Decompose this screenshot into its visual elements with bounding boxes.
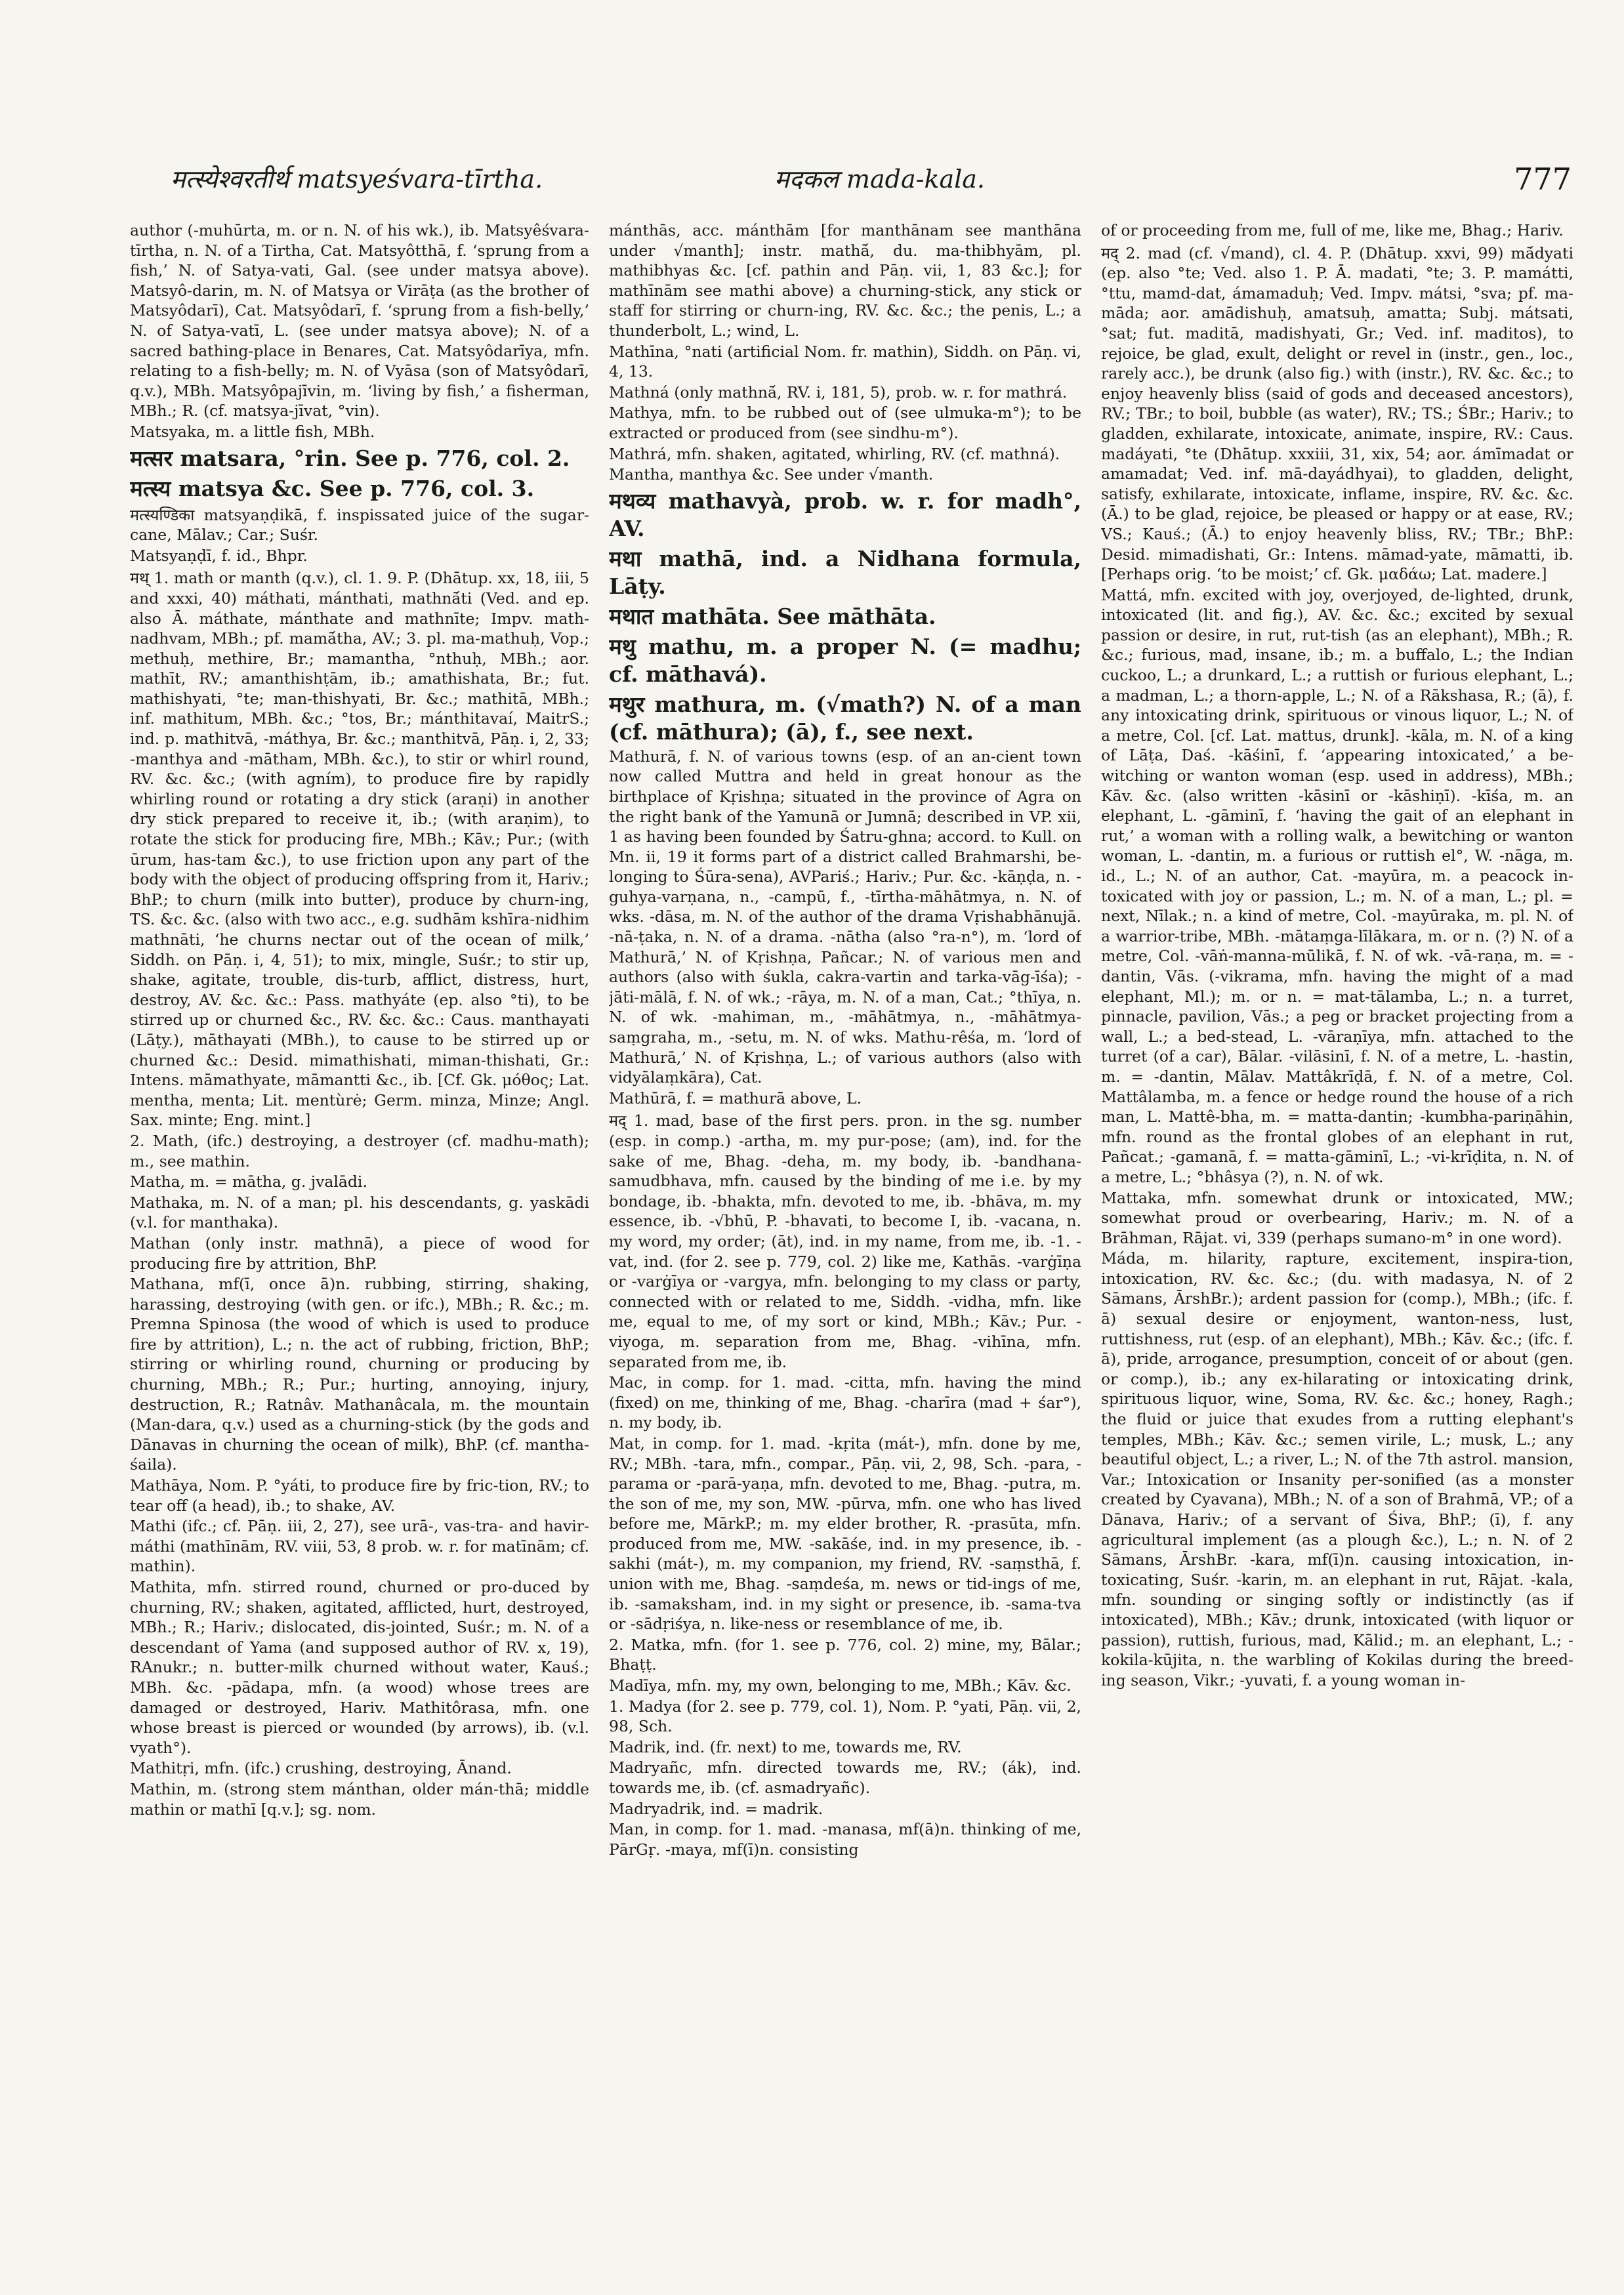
dictionary-entry: 1. Madya (for 2. see p. 779, col. 1), Nom. P. °yati, Pāṇ. vii, 2, 98, Sch. <box>609 1697 1081 1736</box>
dictionary-entry: mánthās, acc. mánthām [for manthānam see manthāna under √manth]; instr. mathā́, du. ma-thibhyām, pl. mathibhyas &c. [cf. pathin and Pāṇ. vii, 1, 83 &c.]; for mathīnām see mathi above) a churning-stick, any stick or staff for stirring or churn-ing, RV. &c. &c.; the penis, L.; a thunderbolt, L.; wind, L. <box>609 221 1081 340</box>
dictionary-entry: मथात mathāta. See māthāta. <box>609 603 936 629</box>
dictionary-entry: Mat, in comp. for 1. mad. -kṛita (mát-), mfn. done by me, RV.; MBh. -tara, mfn., compar., Pāṇ. vii, 2, 98, Sch. -para, -parama or -parā-yaṇa, mfn. devoted to me, Bhag. -putra, m. the son of me, my son, MW. -pūrva, mfn. one who has lived before me, MārkP.; m. my elder brother, R. -prasūta, mfn. produced from me, MW. -sakāśe, ind. in my presence, ib. -sakhi (mát-), m. my companion, my friend, RV. -saṃsthā, f. union with me, Bhag. -saṃdeśa, m. news or tid-ings of me, ib. -samaksham, ind. in my sight or presence, ib. -sama-tva or -sādṛiśya, n. like-ness or resemblance of me, ib. <box>609 1434 1081 1634</box>
dictionary-entry: 2. Math, (ifc.) destroying, a destroyer (cf. madhu-math); m., see mathin. <box>130 1131 589 1170</box>
dictionary-entry: मत्सर matsara, °rin. See p. 776, col. 2. <box>130 445 570 471</box>
dictionary-entry: Mathya, mfn. to be rubbed out of (see ulmuka-m°); to be extracted or produced from (see sindhu-m°). <box>609 403 1081 442</box>
dictionary-entry: मत्स्य matsya &c. See p. 776, col. 3. <box>130 475 535 501</box>
dictionary-entry: Mathāya, Nom. P. °yáti, to produce fire by fric-tion, RV.; to tear off (a head), ib.; to shake, AV. <box>130 1476 589 1515</box>
dictionary-entry: मथ् 1. math or manth (q.v.), cl. 1. 9. P. (Dhātup. xx, 18, iii, 5 and xxxi, 40) máthati, mánthati, mathnā́ti (Ved. and ep. also Ā. máthate, mánthate and mathnīte; Impv. math-nadhvam, MBh.; pf. mamā́tha, AV.; 3. pl. ma-mathuḥ, Vop.; methuḥ, methire, Br.; mamantha, °nthuḥ, MBh.; aor. mathīt, RV.; amanthishṭām, ib.; amathishata, Br.; fut. mathishyati, °te; man-thishyati, Br. &c.; mathitā, MBh.; inf. mathitum, MBh. &c.; °tos, Br.; mánthitavaí, MaitrS.; ind. p. mathitvā, -máthya, Br. &c.; manthitvā, Pāṇ. i, 2, 33; -manthya and -mātham, MBh. &c.), to stir or whirl round, RV. &c. &c.; (with agním), to produce fire by rapidly whirling round or rotating a dry stick (araṇi) in another dry stick prepared to receive it, ib.; (with araṇim), to rotate the stick for producing fire, MBh.; Kāv.; Pur.; (with ūrum, has-tam &c.), to use friction upon any part of the body with the object of producing offspring from it, Hariv.; BhP.; to churn (milk into butter), produce by churn-ing, TS. &c. &c. (also with two acc., e.g. sudhām kshīra-nidhim mathnāti, ‘he churns nectar out of the ocean of milk,’ Siddh. on Pāṇ. i, 4, 51); to mix, mingle, Suśr.; to stir up, shake, agitate, trouble, dis-turb, afflict, distress, hurt, destroy, AV. &c. &c.: Pass. mathyáte (ep. also °ti), to be stirred up or churned &c., RV. &c. &c.: Caus. manthayati (Lāṭy.), māthayati (MBh.), to cause to be stirred up or churned &c.: Desid. mimathishati, miman-thishati, Gr.: Intens. māmathyate, māmantti &c., ib. [Cf. Gk. μόθος; Lat. mentha, menta; Lit. mentùrė; Germ. minza, Minze; Angl. Sax. minte; Eng. mint.] <box>130 569 589 1130</box>
dictionary-entry: मत्स्यण्डिका matsyaṇḍikā, f. inspissated juice of the sugar-cane, Mālav.; Car.; Suśr. <box>130 505 589 545</box>
dictionary-entry: Mathita, mfn. stirred round, churned or pro-duced by churning, RV.; shaken, agitated, afflicted, hurt, destroyed, MBh.; R.; Hariv.; dislocated, dis-jointed, Suśr.; m. N. of a descendant of Yama (and supposed author of RV. x, 19), RAnukr.; n. butter-milk churned without water, Kauś.; MBh. &c. -pādapa, mfn. (a wood) whose trees are damaged or destroyed, Hariv. Mathitôrasa, mfn. one whose breast is pierced or wounded (by arrows), ib. (v.l. vyath°). <box>130 1578 589 1757</box>
dictionary-entry: Mathīna, °nati (artificial Nom. fr. mathin), Siddh. on Pāṇ. vi, 4, 13. <box>609 342 1081 381</box>
dictionary-entry: Mathi (ifc.; cf. Pāṇ. iii, 2, 27), see urā-, vas-tra- and havir-máthi (mathīnām, RV. viii, 53, 8 prob. w. r. for matīnām; cf. mathin). <box>130 1517 589 1576</box>
dictionary-entry: मद् 2. mad (cf. √mand), cl. 4. P. (Dhātup. xxvi, 99) mā́dyati (ep. also °te; Ved. also 1. P. Ā. madati, °te; 3. P. mamátti, °ttu, mamd-dat, ámamaduḥ; Ved. Impv. mátsi, °sva; pf. ma-māda; aor. amādishuḥ, amatsuḥ, amatta; Subj. mátsati, °sat; fut. maditā, madishyati, Gr.; Ved. inf. maditos), to rejoice, be glad, exult, delight or revel in (instr., gen., loc., rarely acc.), be drunk (also fig.) with (instr.), RV. &c. &c.; to enjoy heavenly bliss (said of gods and deceased ancestors), RV.; TBr.; to boil, bubble (as water), RV.; TS.; ŚBr.; Hariv.; to gladden, exhilarate, intoxicate, animate, inspire, RV.: Caus. madáyati, °te (Dhātup. xxxiii, 31, xix, 54; aor. ámīmadat or amamadat; Ved. inf. mā-dayádhyai), to gladden, delight, satisfy, exhilarate, intoxicate, inflame, inspire, RV. &c. &c. (Ā.) to be glad, rejoice, be pleased or happy or at ease, RV.; VS.; Kauś.; (Ā.) to enjoy heavenly bliss, RV.; TBr.; BhP.: Desid. mimadishati, Gr.: Intens. māmad-yate, māmatti, ib. [Perhaps orig. ‘to be moist;’ cf. Gk. μαδάω; Lat. madere.] <box>1101 243 1573 584</box>
dictionary-entry: Matsyaṇḍī, f. id., Bhpr. <box>130 546 308 565</box>
dictionary-entry: Máda, m. hilarity, rapture, excitement, inspira-tion, intoxication, RV. &c. &c.; (du. with madasya, N. of 2 Sāmans, ĀrshBr.); ardent passion for (comp.), MBh.; (ifc. f. ā) sexual desire or enjoyment, wanton-ness, lust, ruttishness, rut (esp. of an elephant), MBh.; Kāv. &c.; (ifc. f. ā), pride, arrogance, presumption, conceit of or about (gen. or comp.), ib.; any ex-hilarating or intoxicating drink, spirituous liquor, wine, Soma, RV. &c. &c.; honey, Ragh.; the fluid or juice that exudes from a rutting elephant's temples, MBh.; Kāv. &c.; semen virile, L.; musk, L.; any beautiful object, L.; a river, L.; N. of the 7th astrol. mansion, Var.; Intoxication or Insanity per-sonified (as a monster created by Cyavana), MBh.; N. of a son of Brahmā, VP.; of a Dānava, Hariv.; of a servant of Śiva, BhP.; (ī), f. any agricultural implement (as a plough &c.), L.; n. N. of 2 Sāmans, ĀrshBr. -kara, mf(ī)n. causing intoxication, in-toxicating, Suśr. -karin, m. an elephant in rut, Rājat. -kala, mfn. sounding or singing softly or indistinctly (as if intoxicated), MBh.; Kāv.; drunk, intoxicated (with liquor or passion), ruttish, furious, mad, Kālid.; m. an elephant, L.; -kokila-kūjita, n. the warbling of Kokilas during the breed-ing season, Vikr.; -yuvati, f. a young woman in- <box>1101 1249 1573 1689</box>
dictionary-entry: Man, in comp. for 1. mad. -manasa, mf(ā)n. thinking of me, PārGṛ. -maya, mf(ī)n. consisting <box>609 1820 1081 1859</box>
dictionary-entry: Mathan (only instr. mathnā), a piece of wood for producing fire by attrition, BhP. <box>130 1233 589 1273</box>
dictionary-entry: मथा mathā, ind. a Nidhana formula, Lāṭy. <box>609 545 1081 599</box>
dictionary-entry: Mattaka, mfn. somewhat drunk or intoxicated, MW.; somewhat proud or overbearing, Hariv.; m. N. of a Brāhman, Rājat. vi, 339 (perhaps sumano-m° in one word). <box>1101 1188 1573 1247</box>
dictionary-entry: मथव्य mathavyà, prob. w. r. for madh°, AV. <box>609 487 1081 541</box>
dictionary-entry: Matha, m. = mātha, g. jvalādi. <box>130 1172 367 1191</box>
dictionary-entry: Mathana, mf(ī, once ā)n. rubbing, stirring, shaking, harassing, destroying (with gen. or ifc.), MBh.; R. &c.; m. Premna Spinosa (the wood of which is used to produce fire by attrition), L.; n. the act of rubbing, friction, BhP.; stirring or whirling round, churning or producing by churning, MBh.; R.; Pur.; hurting, annoying, injury, destruction, R.; Ratnâv. Mathanâcala, m. the mountain (Man-dara, q.v.) used as a churning-stick (by the gods and Dānavas in churning the ocean of milk), BhP. (cf. mantha-śaila). <box>130 1275 589 1474</box>
dictionary-entry: Madryañc, mfn. directed towards me, RV.; (ák), ind. towards me, ib. (cf. asmadryañc). <box>609 1758 1081 1797</box>
dictionary-entry: मद् 1. mad, base of the first pers. pron. in the sg. number (esp. in comp.) -artha, m. my pur-pose; (am), ind. for the sake of me, Bhag. -deha, m. my body, ib. -bandhana-samudbhava, mfn. caused by the binding of me i.e. by my bondage, ib. -bhakta, mfn. devoted to me, ib. -bhāva, m. my essence, ib. -√bhū, P. -bhavati, to become I, ib. -vacana, n. my word, my order; (āt), ind. in my name, from me, ib. -1. -vat, ind. (for 2. see p. 779, col. 2) like me, Kathās. -varġīṇa or -varġīya or -vargya, mfn. belonging to my class or party, connected with or related to me, Siddh. -vidha, mfn. like me, equal to me, of my sort or kind, MBh.; Kāv.; Pur. -viyoga, m. separation from me, Bhag. -vihīna, mfn. separated from me, ib. <box>609 1111 1081 1371</box>
column-left <box>130 220 589 2254</box>
dictionary-entry: Mathrá, mfn. shaken, agitated, whirling, RV. (cf. mathná). <box>609 444 1060 463</box>
column-right <box>1101 220 1573 2254</box>
dictionary-entry: Mantha, manthya &c. See under √manth. <box>609 465 934 484</box>
dictionary-entry: Madrik, ind. (fr. next) to me, towards me, RV. <box>609 1737 962 1756</box>
dictionary-entry: Mattá, mfn. excited with joy, overjoyed, de-lighted, drunk, intoxicated (lit. and fig.), AV. &c. &c.; excited by sexual passion or desire, in rut, rut-tish (as an elephant), MBh.; R. &c.; furious, mad, insane, ib.; m. a buffalo, L.; the Indian cuckoo, L.; a drunkard, L.; a ruttish or furious elephant, L.; a madman, L.; a thorn-apple, L.; N. of a Rākshasa, R.; (ā), f. any intoxicating drink, spirituous or vinous liquor, L.; N. of a metre, Col. [cf. Lat. mattus, drunk]. -kāla, m. N. of a king of Lāṭa, Daś. -kāśinī, f. ‘appearing intoxicated,’ a be-witching or wanton woman (esp. used in address), MBh.; Kāv. &c. (also written -kāsinī or -kāshiṇī). -kīśa, m. an elephant, L. -gāminī, f. ‘having the gait of an elephant in rut,’ a woman with a rolling walk, a bewitching or wanton woman, L. -dantin, m. a furious or ruttish el°, W. -nāga, m. id., L.; N. of an author, Cat. -mayūra, m. a peacock in-toxicated with joy or passion, L.; m. N. of a man, L.; pl. = next, Nīlak.; n. a kind of metre, Col. -mayūraka, m. pl. N. of a warrior-tribe, MBh. -mātaṃga-līlākara, m. or n. (?) N. of a metre, Col. -vāṅ-manna-mūlikā, f. N. of wk. -vā-raṇa, m. = -dantin, Vās. (-vikrama, mfn. having the might of a mad elephant, Ml.); m. or n. = mat-tālamba, L.; n. a turret, pinnacle, pavilion, Vās.; a peg or bracket projecting from a wall, L.; a bed-stead, L. -vāraṇīya, mfn. attached to the turret (of a car), Bālar. -vilāsinī, f. N. of a metre, L. -hastin, m. = -dantin, Mālav. Mattâkrīḍā, f. N. of a metre, Col. Mattâlamba, m. a fence or hedge round the house of a rich man, L. Mattê-bha, m. = matta-dantin; -kumbha-pariṇāhin, mfn. round as the frontal globes of an elephant in rut, Pañcat.; -gamanā, f. = matta-gāminī, L.; -vi-krīḍita, n. N. of a metre, L.; °bhâsya (?), n. N. of wk. <box>1101 585 1573 1186</box>
dictionary-entry: Mathná (only mathnā́, RV. i, 181, 5), prob. w. r. for mathrá. <box>609 382 1068 402</box>
running-head <box>118 161 1572 207</box>
dictionary-entry: Mathūrā, f. = mathurā above, L. <box>609 1088 862 1107</box>
dictionary-entry: मथु mathu, m. a proper N. (= madhu; cf. māthavá). <box>609 633 1081 687</box>
page-number: 777 <box>1514 161 1572 197</box>
dictionary-entry: of or proceeding from me, full of me, like me, Bhag.; Hariv. <box>1101 221 1564 239</box>
dictionary-entry: Matsyaka, m. a little fish, MBh. <box>130 422 375 441</box>
dictionary-entry: 2. Matka, mfn. (for 1. see p. 776, col. 2) mine, my, Bālar.; Bhaṭṭ. <box>609 1635 1081 1674</box>
dictionary-entry: Mathaka, m. N. of a man; pl. his descendants, g. yaskādi (v.l. for manthaka). <box>130 1193 589 1232</box>
text-columns <box>130 220 1573 2254</box>
header-right-headword: मदकल mada-kala. <box>774 165 986 194</box>
dictionary-entry: author (-muhūrta, m. or n. N. of his wk.), ib. Matsyêśvara-tīrtha, n. N. of a Tirtha, Cat. Matsyôtthā, f. ‘sprung from a fish,’ N. of Satya-vati, Gal. (see under matsya above). Matsyô-darin, m. N. of Matsya or Virāṭa (as the brother of Matsyôdarī), Cat. Matsyôdarī, f. ‘sprung from a fish-belly,’ N. of Satya-vatī, L. (see under matsya above); N. of a sacred bathing-place in Benares, Cat. Matsyôdarīya, mfn. relating to a fish-belly; m. N. of Vyāsa (son of Matsyôdarī, q.v.), MBh. Matsyôpajīvin, m. ‘living by fish,’ a fisherman, MBh.; R. (cf. matsya-jīvat, °vin). <box>130 221 589 421</box>
dictionary-entry: मथुर mathura, m. (√math?) N. of a man (cf. māthura); (ā), f., see next. <box>609 691 1081 745</box>
dictionary-entry: Mac, in comp. for 1. mad. -citta, mfn. having the mind (fixed) on me, thinking of me, Bhag. -charīra (mad + śar°), n. my body, ib. <box>609 1373 1081 1432</box>
column-middle <box>609 220 1081 2254</box>
dictionary-entry: Madīya, mfn. my, my own, belonging to me, MBh.; Kāv. &c. <box>609 1676 1072 1695</box>
dictionary-entry: Mathurā, f. N. of various towns (esp. of an an-cient town now called Muttra and held in great honour as the birthplace of Kṛishṇa; situated in the province of Agra on the right bank of the Yamunā or Jumnā; described in VP. xii, 1 as having been founded by Śatru-ghna; accord. to Kull. on Mn. ii, 19 it forms part of a district called Brahmarshi, be-longing to Śūra-sena), AVPariś.; Hariv.; Pur. &c. -kāṇḍa, n. -guhya-varṇana, n., -campū, f., -tīrtha-māhātmya, n. N. of wks. -dāsa, m. N. of the author of the drama Vṛishabhānujā. -nā-ṭaka, n. N. of a drama. -nātha (also °ra-n°), m. ‘lord of Mathurā,’ N. of Kṛishṇa, Pañcar.; N. of various men and authors (also with śukla, cakra-vartin and tarka-vāg-īśa); -jāti-mālā, f. N. of wk.; -rāya, m. N. of a man, Cat.; °thīya, n. N. of wk. -mahiman, m., -māhātmya, n., -māhātmya-saṃgraha, m., -setu, m. N. of wks. Mathu-rêśa, m. ‘lord of Mathurā,’ N. of Kṛishṇa, L.; of various authors (also with vidyālaṃkāra), Cat. <box>609 747 1081 1087</box>
dictionary-entry: Madryadrik, ind. = madrik. <box>609 1799 823 1818</box>
dictionary-entry: Mathin, m. (strong stem mánthan, older mán-thā; middle mathin or mathī [q.v.]; sg. nom. <box>130 1779 589 1819</box>
header-left-headword: मत्स्येश्वरतीर्थ matsyeśvara-tīrtha. <box>171 165 543 194</box>
dictionary-entry: Mathitṛi, mfn. (ifc.) crushing, destroying, Ānand. <box>130 1759 512 1778</box>
